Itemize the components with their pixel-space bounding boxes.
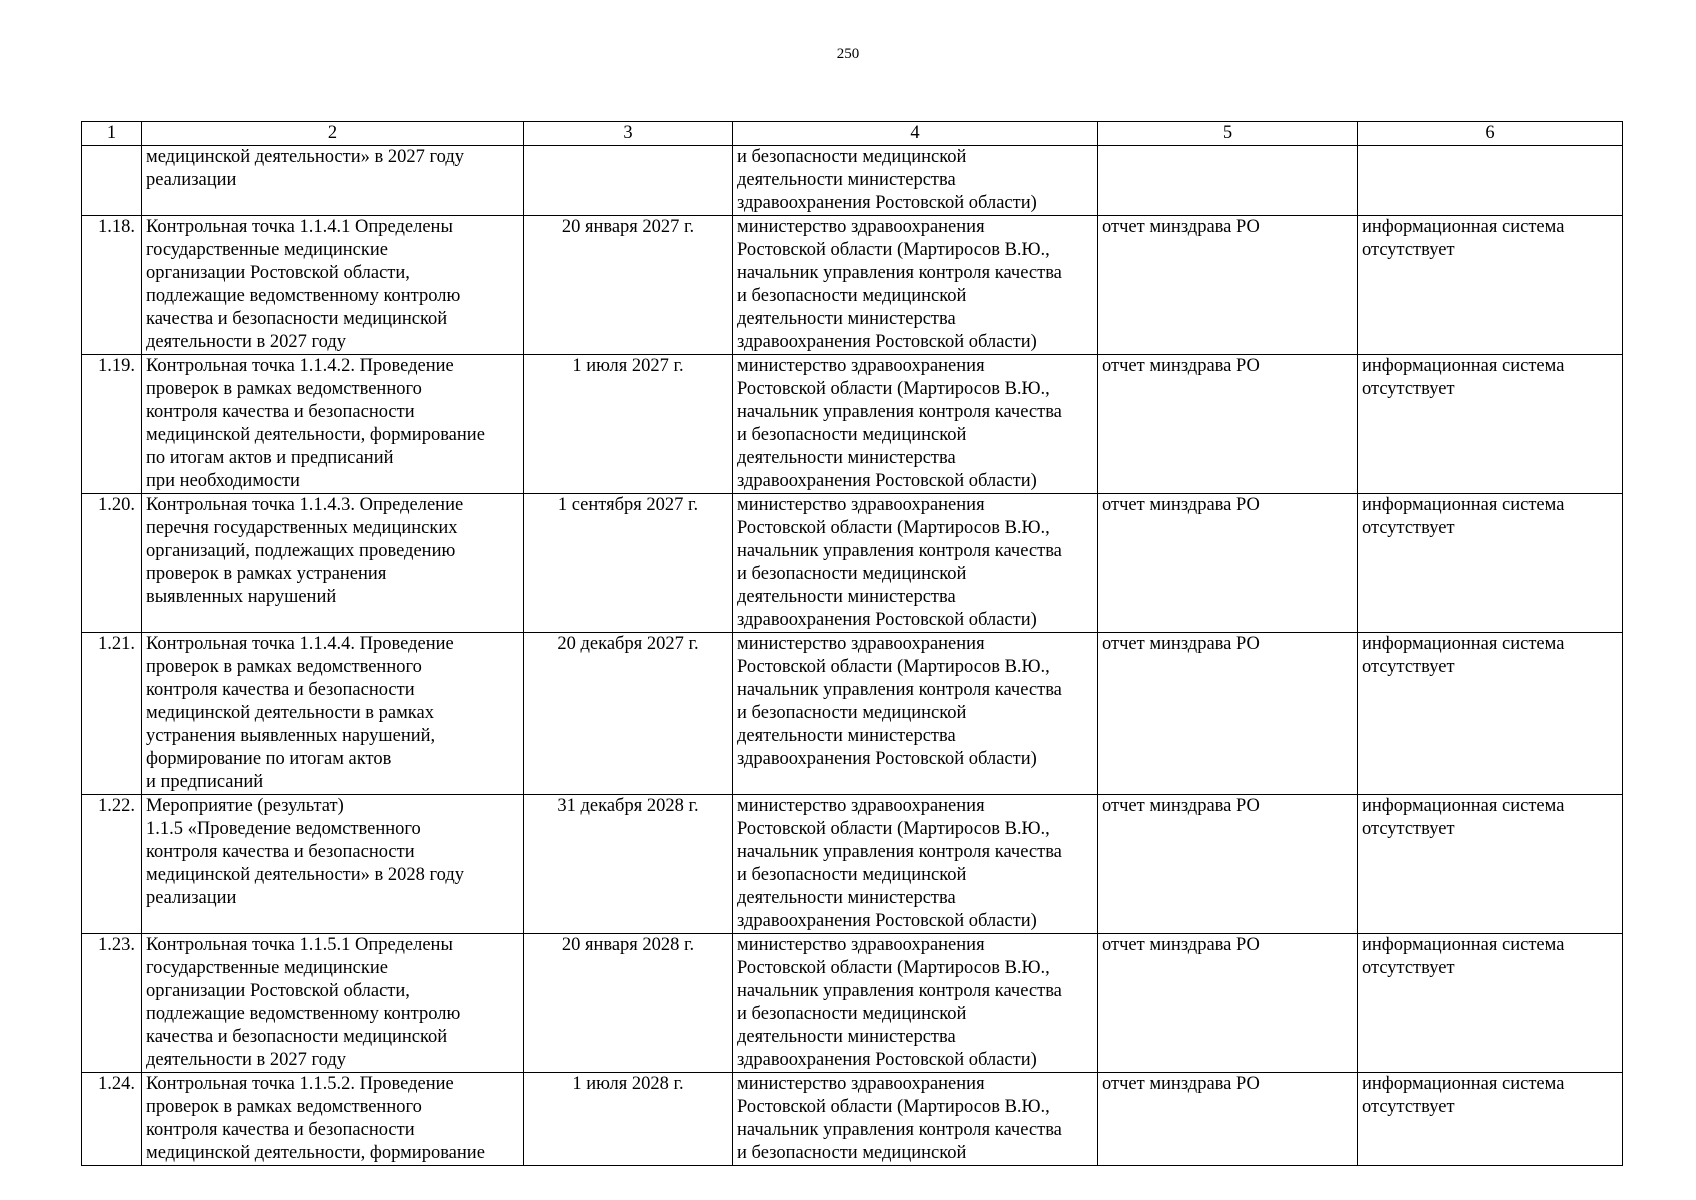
event-name: медицинской деятельности» в 2027 году реализации (146, 147, 464, 190)
information-system: информационная система отсутствует (1362, 796, 1565, 839)
information-system-cell (1358, 1073, 1623, 1166)
confirming-document-cell (1098, 355, 1358, 494)
column-number: 2 (142, 122, 524, 146)
row-number-cell (82, 795, 142, 934)
column-number-row (82, 122, 1623, 146)
row-number-cell (82, 633, 142, 795)
row-number: 1.24. (98, 1074, 135, 1094)
completion-date-cell (524, 494, 733, 633)
event-name: Контрольная точка 1.1.4.4. Проведение проверок в рамках ведомственного контроля качества и безопасности медицинской деятельности в рамках устранения выявленных нарушений, формирование по итогам актов и предписаний (146, 634, 454, 792)
responsible-executor: министерство здравоохранения Ростовской области (Мартиросов В.Ю., начальник управления контроля качества и безопасности медицинской деятельности министерства здравоохранения Ростовской области) (737, 356, 1062, 491)
confirming-document: отчет минздрава РО (1102, 217, 1260, 237)
event-name: Контрольная точка 1.1.5.2. Проведение проверок в рамках ведомственного контроля качества и безопасности медицинской деятельности, формирование (146, 1074, 485, 1163)
control-points-table (81, 121, 1623, 1166)
column-number: 5 (1098, 122, 1358, 146)
event-name-cell (142, 146, 524, 216)
completion-date-cell (524, 355, 733, 494)
responsible-executor-cell (733, 633, 1098, 795)
information-system: информационная система отсутствует (1362, 935, 1565, 978)
column-number: 6 (1358, 122, 1623, 146)
responsible-executor-cell (733, 355, 1098, 494)
completion-date: 1 июля 2027 г. (572, 356, 684, 376)
information-system-cell (1358, 795, 1623, 934)
information-system: информационная система отсутствует (1362, 356, 1565, 399)
information-system: информационная система отсутствует (1362, 634, 1565, 677)
row-number: 1.20. (98, 495, 135, 515)
row-number-cell (82, 934, 142, 1073)
responsible-executor: и безопасности медицинской деятельности министерства здравоохранения Ростовской области) (737, 147, 1037, 213)
confirming-document-cell (1098, 633, 1358, 795)
column-number: 4 (733, 122, 1098, 146)
table-row (82, 494, 1623, 633)
completion-date-cell (524, 146, 733, 216)
responsible-executor: министерство здравоохранения Ростовской области (Мартиросов В.Ю., начальник управления контроля качества и безопасности медицинской деятельности министерства здравоохранения Ростовской области) (737, 634, 1062, 769)
event-name-cell (142, 795, 524, 934)
information-system-cell (1358, 216, 1623, 355)
event-name: Контрольная точка 1.1.4.1 Определены государственные медицинские организации Ростовской области, подлежащие ведомственному контролю качества и безопасности медицинской деятельности в 2027 году (146, 217, 461, 352)
table-row (82, 795, 1623, 934)
responsible-executor: министерство здравоохранения Ростовской области (Мартиросов В.Ю., начальник управления контроля качества и безопасности медицинской деятельности министерства здравоохранения Ростовской области) (737, 796, 1062, 931)
information-system: информационная система отсутствует (1362, 495, 1565, 538)
event-name-cell (142, 355, 524, 494)
event-name-cell (142, 934, 524, 1073)
information-system-cell (1358, 494, 1623, 633)
information-system-cell (1358, 146, 1623, 216)
confirming-document-cell (1098, 934, 1358, 1073)
confirming-document-cell (1098, 1073, 1358, 1166)
responsible-executor: министерство здравоохранения Ростовской области (Мартиросов В.Ю., начальник управления контроля качества и безопасности медицинской деятельности министерства здравоохранения Ростовской области) (737, 495, 1062, 630)
table-row (82, 216, 1623, 355)
responsible-executor: министерство здравоохранения Ростовской области (Мартиросов В.Ю., начальник управления контроля качества и безопасности медицинской деятельности министерства здравоохранения Ростовской области) (737, 217, 1062, 352)
row-number-cell (82, 355, 142, 494)
confirming-document: отчет минздрава РО (1102, 935, 1260, 955)
information-system: информационная система отсутствует (1362, 217, 1565, 260)
row-number: 1.19. (98, 356, 135, 376)
completion-date: 20 декабря 2027 г. (557, 634, 699, 654)
row-number: 1.22. (98, 796, 135, 816)
event-name: Мероприятие (результат) 1.1.5 «Проведение ведомственного контроля качества и безопасности медицинской деятельности» в 2028 году реализации (146, 796, 464, 908)
row-number: 1.18. (98, 217, 135, 237)
page-number: 250 (836, 46, 860, 62)
responsible-executor-cell (733, 146, 1098, 216)
completion-date: 20 января 2027 г. (561, 217, 695, 237)
event-name-cell (142, 633, 524, 795)
confirming-document: отчет минздрава РО (1102, 796, 1260, 816)
confirming-document: отчет минздрава РО (1102, 495, 1260, 515)
confirming-document-cell (1098, 494, 1358, 633)
row-number-cell (82, 494, 142, 633)
event-name-cell (142, 1073, 524, 1166)
event-name-cell (142, 216, 524, 355)
completion-date: 31 декабря 2028 г. (557, 796, 699, 816)
responsible-executor-cell (733, 216, 1098, 355)
information-system-cell (1358, 934, 1623, 1073)
information-system: информационная система отсутствует (1362, 1074, 1565, 1117)
responsible-executor-cell (733, 1073, 1098, 1166)
confirming-document-cell (1098, 146, 1358, 216)
table-row (82, 934, 1623, 1073)
responsible-executor: министерство здравоохранения Ростовской области (Мартиросов В.Ю., начальник управления контроля качества и безопасности медицинской (737, 1074, 1062, 1163)
confirming-document: отчет минздрава РО (1102, 1074, 1260, 1094)
column-number: 1 (82, 122, 142, 146)
row-number: 1.21. (98, 634, 135, 654)
responsible-executor-cell (733, 795, 1098, 934)
completion-date-cell (524, 633, 733, 795)
information-system-cell (1358, 355, 1623, 494)
responsible-executor-cell (733, 934, 1098, 1073)
table-row (82, 1073, 1623, 1166)
table-row (82, 146, 1623, 216)
event-name-cell (142, 494, 524, 633)
completion-date-cell (524, 1073, 733, 1166)
information-system-cell (1358, 633, 1623, 795)
event-name: Контрольная точка 1.1.4.3. Определение перечня государственных медицинских организаций, подлежащих проведению проверок в рамках устранения выявленных нарушений (146, 495, 464, 607)
confirming-document: отчет минздрава РО (1102, 634, 1260, 654)
event-name: Контрольная точка 1.1.4.2. Проведение проверок в рамках ведомственного контроля качества и безопасности медицинской деятельности, формирование по итогам актов и предписаний при необходимости (146, 356, 485, 491)
completion-date: 1 июля 2028 г. (572, 1074, 684, 1094)
completion-date-cell (524, 216, 733, 355)
completion-date: 20 января 2028 г. (561, 935, 695, 955)
table-row (82, 355, 1623, 494)
table-row (82, 633, 1623, 795)
row-number: 1.23. (98, 935, 135, 955)
completion-date: 1 сентября 2027 г. (557, 495, 699, 515)
confirming-document: отчет минздрава РО (1102, 356, 1260, 376)
confirming-document-cell (1098, 216, 1358, 355)
completion-date-cell (524, 795, 733, 934)
responsible-executor: министерство здравоохранения Ростовской области (Мартиросов В.Ю., начальник управления контроля качества и безопасности медицинской деятельности министерства здравоохранения Ростовской области) (737, 935, 1062, 1070)
row-number-cell (82, 1073, 142, 1166)
responsible-executor-cell (733, 494, 1098, 633)
confirming-document-cell (1098, 795, 1358, 934)
row-number-cell (82, 146, 142, 216)
row-number-cell (82, 216, 142, 355)
completion-date-cell (524, 934, 733, 1073)
event-name: Контрольная точка 1.1.5.1 Определены государственные медицинские организации Ростовской области, подлежащие ведомственному контролю качества и безопасности медицинской деятельности в 2027 году (146, 935, 461, 1070)
column-number: 3 (524, 122, 733, 146)
